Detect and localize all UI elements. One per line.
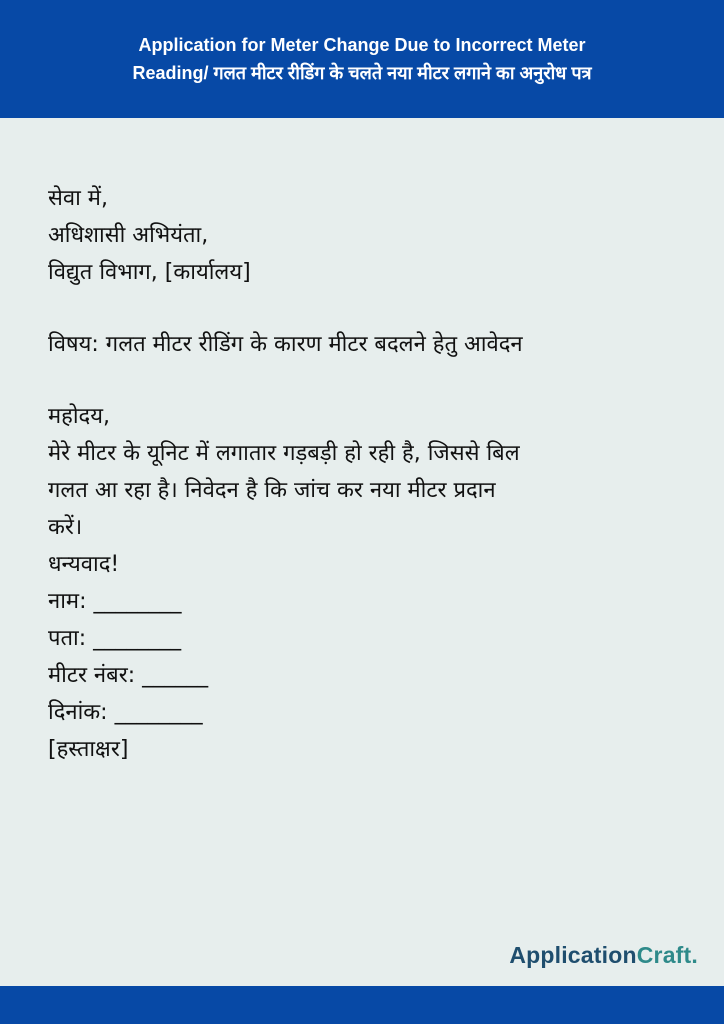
- body-line-2: गलत आ रहा है। निवेदन है कि जांच कर नया मीटर प्रदान: [48, 478, 496, 503]
- address-field: पता: ________: [48, 626, 182, 651]
- header-title-line-2: Reading/ गलत मीटर रीडिंग के चलते नया मीटर लगाने का अनुरोध पत्र: [132, 63, 592, 83]
- spacer: [48, 291, 688, 326]
- spacer: [48, 363, 688, 398]
- logo-text-craft: Craft: [636, 942, 692, 968]
- recipient-line-2: अधिशासी अभियंता,: [48, 223, 209, 248]
- recipient-line-1: सेवा में,: [48, 186, 108, 211]
- salutation: महोदय,: [48, 404, 110, 429]
- page-footer-bar: [0, 986, 724, 1024]
- page-header: [0, 0, 724, 118]
- subject-line: विषय: गलत मीटर रीडिंग के कारण मीटर बदलने हेतु आवेदन: [48, 332, 523, 357]
- logo-dot: .: [691, 942, 698, 968]
- name-field: नाम: ________: [48, 589, 182, 614]
- brand-logo: [509, 942, 698, 969]
- recipient-line-3: विद्युत विभाग, [कार्यालय]: [48, 260, 251, 285]
- meter-number-field: मीटर नंबर: ______: [48, 663, 209, 688]
- header-title-line-1: Application for Meter Change Due to Incorrect Meter: [138, 35, 586, 55]
- date-field: दिनांक: ________: [48, 700, 203, 725]
- body-line-3: करें।: [48, 515, 83, 540]
- letter-body: [48, 180, 688, 768]
- body-line-1: मेरे मीटर के यूनिट में लगातार गड़बड़ी हो रही है, जिससे बिल: [48, 441, 520, 466]
- logo-text-application: Application: [509, 942, 637, 968]
- signature-line: [हस्ताक्षर]: [48, 737, 129, 762]
- closing: धन्यवाद!: [48, 552, 120, 577]
